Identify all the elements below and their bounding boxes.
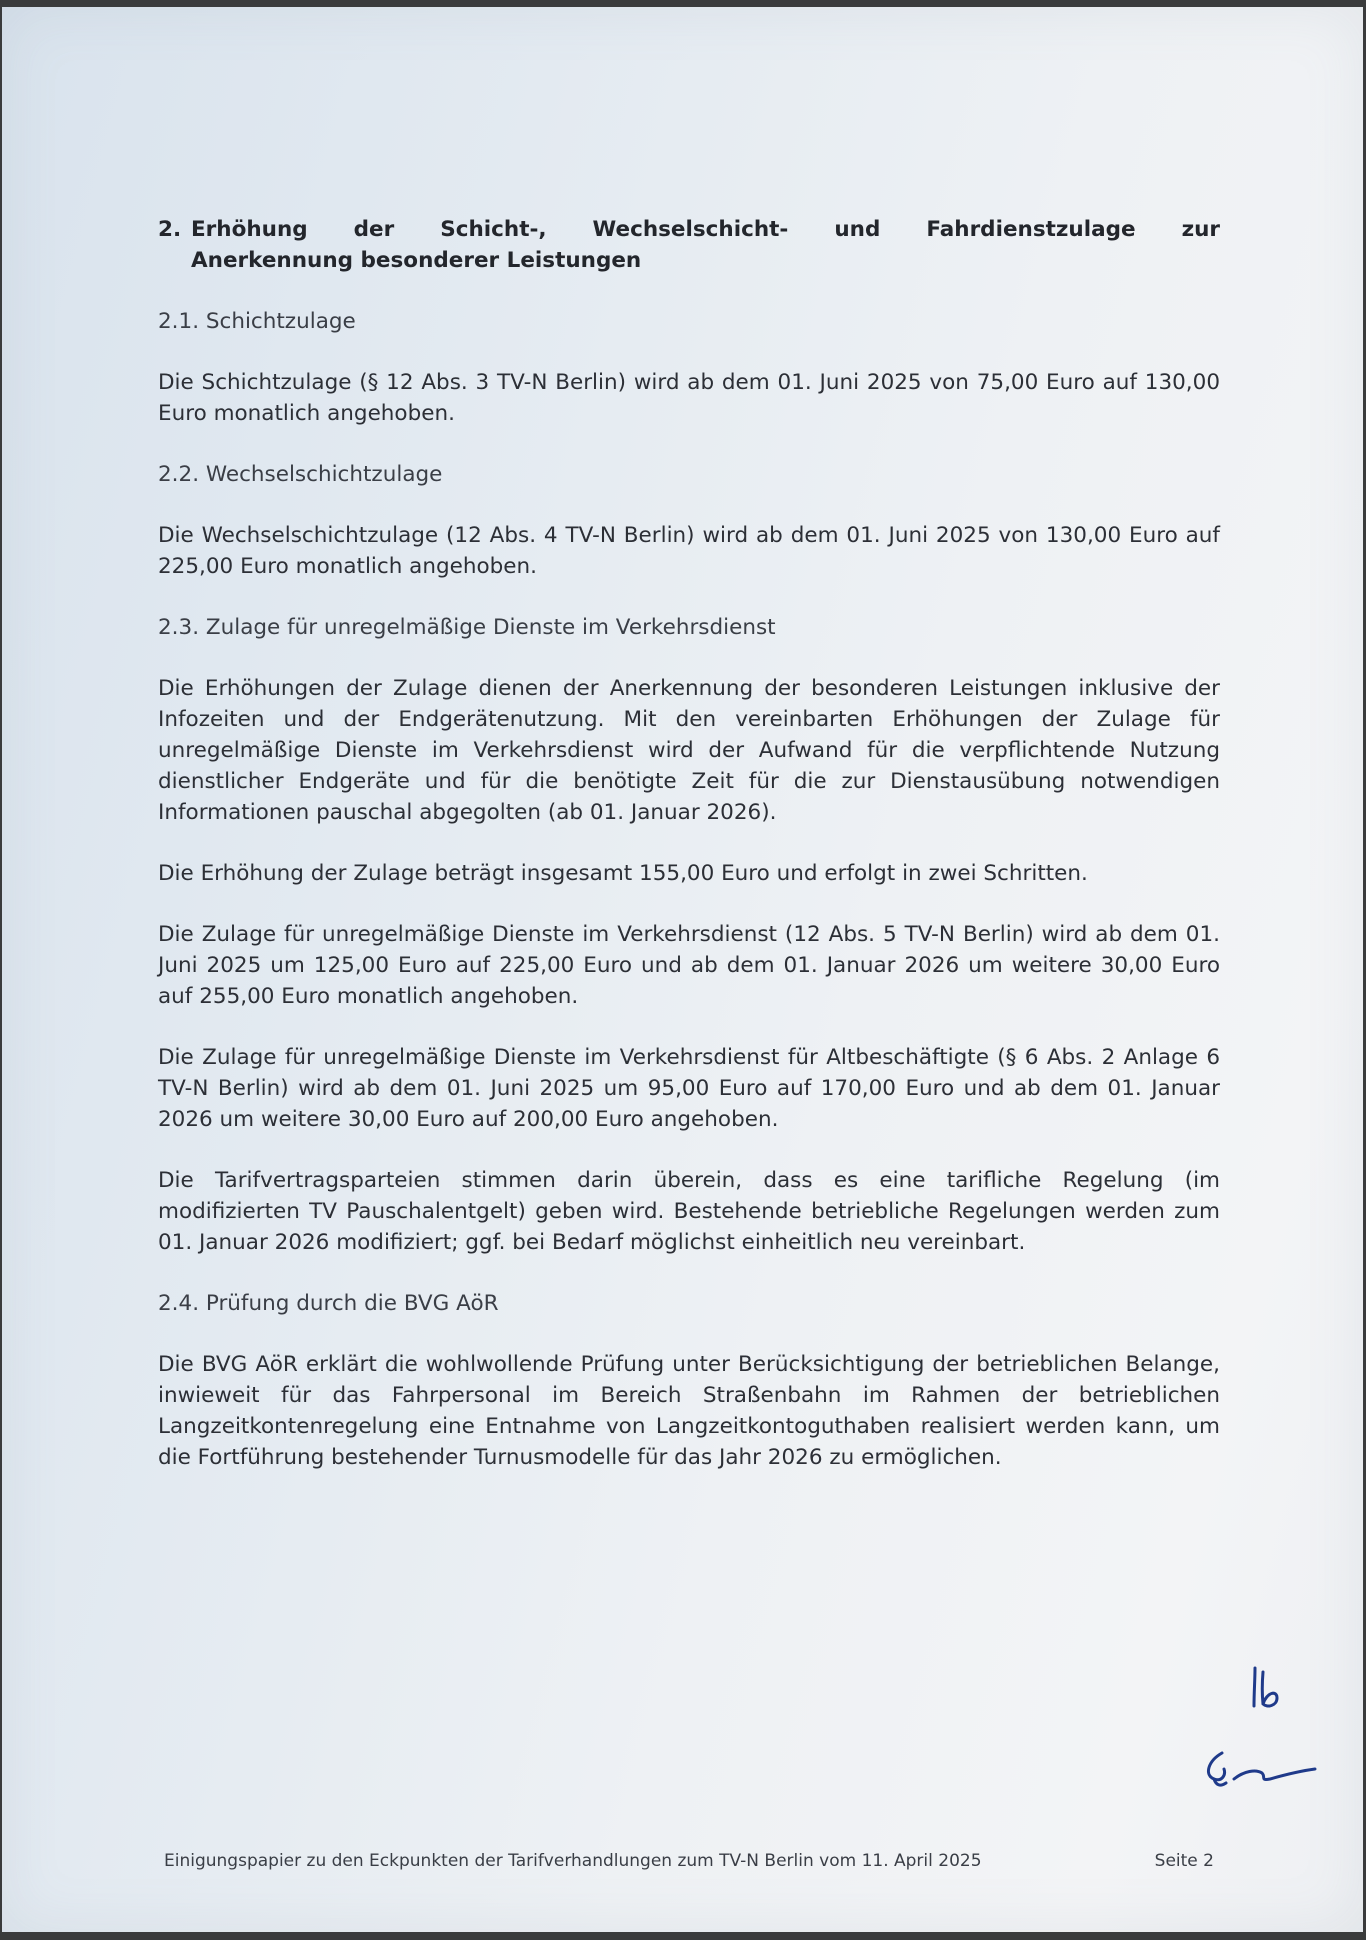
- section-title-line1: Erhöhung der Schicht-, Wechselschicht- und Fahrdienstzulage zur: [191, 217, 1220, 242]
- footer-document-title: Einigungspapier zu den Eckpunkten der Tarifverhandlungen zum TV-N Berlin vom 11. April 2025: [164, 1851, 982, 1871]
- paragraph: Die Wechselschichtzulage (12 Abs. 4 TV-N Berlin) wird ab dem 01. Juni 2025 von 130,00 Euro auf 225,00 Euro monatlich angehoben.: [158, 523, 1220, 579]
- paragraph: Die Tarifvertragsparteien stimmen darin überein, dass es eine tarifliche Regelung (im modifizierten TV Pauschalentgelt) geben wird. Bestehende betriebliche Regelungen werden zum 01. Januar 2026 modifiziert; ggf. bei Bedarf möglichst einheitlich neu vereinbart.: [158, 1168, 1220, 1255]
- subsection-heading-2-2: 2.2. Wechselschichtzulage: [158, 462, 443, 487]
- page-footer: [164, 1851, 1214, 1871]
- paragraph: Die Zulage für unregelmäßige Dienste im Verkehrsdienst (12 Abs. 5 TV-N Berlin) wird ab dem 01. Juni 2025 um 125,00 Euro auf 225,00 Euro und ab dem 01. Januar 2026 um weitere 30,00 Euro auf 255,00 Euro monatlich angehoben.: [158, 922, 1220, 1009]
- handwritten-initials-1: [1247, 1662, 1287, 1712]
- subsection-heading-2-3: 2.3. Zulage für unregelmäßige Dienste im Verkehrsdienst: [158, 615, 776, 640]
- paragraph: Die BVG AöR erklärt die wohlwollende Prüfung unter Berücksichtigung der betrieblichen Belange, inwieweit für das Fahrpersonal im Bereich Straßenbahn im Rahmen der betrieblichen Langzeitkontenregelung eine Entnahme von Langzeitkontoguthaben realisiert werden kann, um die Fortführung bestehender Turnusmodelle für das Jahr 2026 zu ermöglichen.: [158, 1352, 1220, 1470]
- handwritten-initials-2: [1200, 1747, 1320, 1797]
- paragraph: Die Erhöhungen der Zulage dienen der Anerkennung der besonderen Leistungen inklusive der Infozeiten und der Endgerätenutzung. Mit den vereinbarten Erhöhungen der Zulage für unregelmäßige Dienste im Verkehrsdienst wird der Aufwand für die verpflichtende Nutzung dienstlicher Endgeräte und für die benötigte Zeit für die zur Dienstausübung notwendigen Informationen pauschal abgegolten (ab 01. Januar 2026).: [158, 676, 1220, 825]
- subsection-heading-2-4: 2.4. Prüfung durch die BVG AöR: [158, 1291, 499, 1316]
- section-heading: [158, 214, 1220, 276]
- paragraph: Die Erhöhung der Zulage beträgt insgesamt 155,00 Euro und erfolgt in zwei Schritten.: [158, 861, 1088, 886]
- paragraph: Die Zulage für unregelmäßige Dienste im Verkehrsdienst für Altbeschäftigte (§ 6 Abs. 2 Anlage 6 TV-N Berlin) wird ab dem 01. Juni 2025 um 95,00 Euro auf 170,00 Euro und ab dem 01. Januar 2026 um weitere 30,00 Euro auf 200,00 Euro angehoben.: [158, 1045, 1220, 1132]
- paragraph: Die Schichtzulage (§ 12 Abs. 3 TV-N Berlin) wird ab dem 01. Juni 2025 von 75,00 Euro auf 130,00 Euro monatlich angehoben.: [158, 370, 1220, 426]
- subsection-heading-2-1: 2.1. Schichtzulage: [158, 309, 356, 334]
- document-body: [158, 214, 1220, 1503]
- section-number: 2.: [158, 217, 182, 242]
- document-page: [2, 7, 1363, 1932]
- section-title-line2: Anerkennung besonderer Leistungen: [191, 248, 642, 273]
- footer-page-number: Seite 2: [1154, 1851, 1214, 1871]
